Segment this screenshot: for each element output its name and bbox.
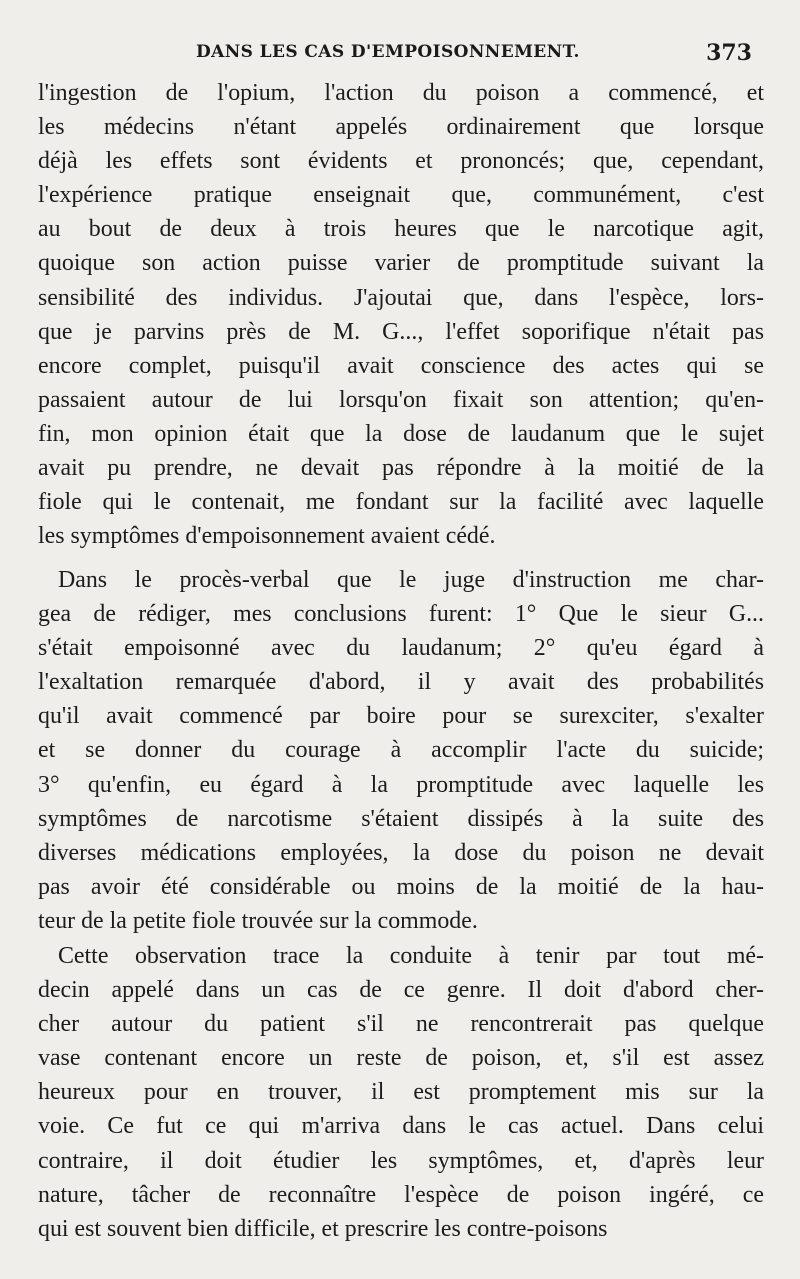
text-line: teur de la petite fiole trouvée sur la commode.	[38, 907, 478, 934]
text-line: l'ingestion de l'opium, l'action du poison a commencé, et	[38, 80, 764, 106]
text-line: qui est souvent bien difficile, et prescrire les contre-poisons	[38, 1215, 608, 1242]
text-line: 3° qu'enfin, eu égard à la promptitude avec laquelle les	[38, 771, 764, 798]
text-line: l'exaltation remarquée d'abord, il y avait des probabilités	[38, 669, 764, 696]
text-line: que je parvins près de M. G..., l'effet soporifique n'était pas	[38, 318, 764, 345]
text-line: vase contenant encore un reste de poison, et, s'il est assez	[38, 1045, 764, 1072]
text-line: et se donner du courage à accomplir l'acte du suicide;	[38, 737, 764, 764]
page-number: 373	[706, 40, 752, 66]
text-line: Cette observation trace la conduite à tenir par tout mé-	[58, 943, 764, 969]
text-line: Dans le procès-verbal que le juge d'instruction me char-	[58, 567, 764, 593]
text-line: l'expérience pratique enseignait que, communément, c'est	[38, 182, 764, 209]
text-line: s'était empoisonné avec du laudanum; 2° qu'eu égard à	[38, 635, 764, 662]
text-line: contraire, il doit étudier les symptômes, et, d'après leur	[38, 1147, 764, 1174]
paragraph-1	[38, 76, 764, 553]
text-line: les symptômes d'empoisonnement avaient cédé.	[38, 523, 496, 550]
running-head: DANS LES CAS D'EMPOISONNEMENT.	[196, 42, 580, 62]
text-line: au bout de deux à trois heures que le narcotique agit,	[38, 216, 764, 243]
text-line: heureux pour en trouver, il est promptement mis sur la	[38, 1079, 764, 1106]
text-line: pas avoir été considérable ou moins de la moitié de la hau-	[38, 873, 764, 900]
text-line: les médecins n'étant appelés ordinairement que lorsque	[38, 114, 764, 141]
text-line: avait pu prendre, ne devait pas répondre à la moitié de la	[38, 455, 764, 482]
text-line: quoique son action puisse varier de promptitude suivant la	[38, 250, 764, 277]
text-line: nature, tâcher de reconnaître l'espèce de poison ingéré, ce	[38, 1181, 764, 1208]
text-line: cher autour du patient s'il ne rencontrerait pas quelque	[38, 1011, 764, 1038]
text-line: encore complet, puisqu'il avait conscience des actes qui se	[38, 352, 764, 379]
text-line: diverses médications employées, la dose du poison ne devait	[38, 839, 764, 866]
paragraph-2	[38, 563, 764, 938]
text-line: fiole qui le contenait, me fondant sur la facilité avec laquelle	[38, 489, 764, 516]
text-line: decin appelé dans un cas de ce genre. Il doit d'abord cher-	[38, 977, 764, 1004]
text-line: symptômes de narcotisme s'étaient dissipés à la suite des	[38, 805, 764, 832]
text-line: qu'il avait commencé par boire pour se surexciter, s'exalter	[38, 703, 764, 730]
paragraph-3	[38, 939, 764, 1246]
text-line: déjà les effets sont évidents et prononcés; que, cependant,	[38, 148, 764, 175]
text-line: passaient autour de lui lorsqu'on fixait son attention; qu'en-	[38, 386, 764, 413]
text-line: fin, mon opinion était que la dose de laudanum que le sujet	[38, 420, 764, 447]
page-header	[0, 42, 800, 72]
text-line: voie. Ce fut ce qui m'arriva dans le cas actuel. Dans celui	[38, 1113, 764, 1140]
text-line: sensibilité des individus. J'ajoutai que, dans l'espèce, lors-	[38, 284, 764, 311]
text-line: gea de rédiger, mes conclusions furent: 1° Que le sieur G...	[38, 601, 764, 628]
